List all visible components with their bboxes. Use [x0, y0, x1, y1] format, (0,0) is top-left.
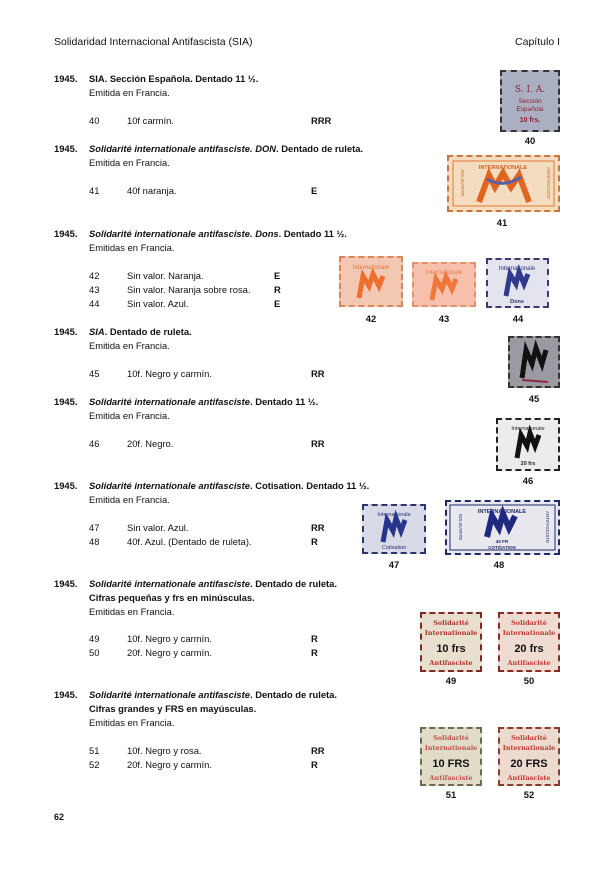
- rarity-code: R: [311, 647, 318, 658]
- stamp-48-text2: 40 FR: [495, 539, 509, 544]
- stamp-image-43: [412, 262, 476, 307]
- stamp-caption: 42: [365, 313, 377, 324]
- stamp-42-text1: Internationale: [352, 265, 390, 271]
- stamp-image-49: [420, 612, 482, 672]
- rarity-code: R: [311, 536, 318, 547]
- stamp-43-art: [414, 264, 474, 305]
- rarity-code: RR: [311, 368, 325, 379]
- rarity-code: E: [274, 270, 281, 281]
- stamp-caption: 43: [438, 313, 450, 324]
- stamp-image-52: [498, 727, 560, 786]
- stamp-41-text1: INTERNATIONALE: [478, 165, 528, 171]
- stamp-caption: 41: [496, 217, 508, 228]
- stamp-caption: 50: [523, 675, 535, 686]
- stamp-52-art: [500, 729, 558, 784]
- catalog-number: 45: [89, 368, 100, 379]
- catalog-number: 49: [89, 633, 100, 644]
- rarity-code: R: [311, 633, 318, 644]
- catalog-number: 41: [89, 185, 100, 196]
- section-subtitle: Emitida en Francia.: [89, 340, 170, 351]
- stamp-52-text1: Solidarité: [511, 734, 547, 742]
- stamp-50-text1: Solidarité: [511, 619, 547, 627]
- catalog-description: 20f. Negro.: [127, 438, 174, 449]
- stamp-50-text3: Antifasciste: [507, 659, 551, 667]
- section-year: 1945.: [54, 73, 78, 84]
- catalog-description: Sin valor. Azul.: [127, 522, 189, 533]
- section-title-line2: Cifras grandes y FRS en mayúsculas.: [89, 703, 257, 714]
- stamp-40-art: [502, 72, 558, 130]
- stamp-40-text3: Española: [516, 106, 544, 113]
- stamp-40-text2: Sección: [518, 98, 542, 105]
- stamp-50-text2: Internationale: [502, 629, 556, 637]
- stamp-51-art: [422, 729, 480, 784]
- catalog-description: 40f naranja.: [127, 185, 177, 196]
- section-title: Solidarité internationale antifasciste. Dentado de ruleta.: [89, 578, 337, 589]
- stamp-44-text1: Internationale: [498, 266, 536, 272]
- catalog-number: 40: [89, 115, 100, 126]
- section-subtitle: Emitidas en Francia.: [89, 242, 175, 253]
- rarity-code: RR: [311, 745, 325, 756]
- section-title: SIA. Dentado de ruleta.: [89, 326, 192, 337]
- section-year: 1945.: [54, 689, 78, 700]
- section-subtitle: Emitida en Francia.: [89, 410, 170, 421]
- section-year: 1945.: [54, 143, 78, 154]
- rarity-code: R: [274, 284, 281, 295]
- stamp-52-text3: Antifasciste: [507, 774, 551, 782]
- section-subtitle: Emitida en Francia.: [89, 494, 170, 505]
- stamp-49-text3: Antifasciste: [429, 659, 473, 667]
- stamp-image-48: [445, 500, 560, 555]
- section-subtitle: Emitidas en Francia.: [89, 717, 175, 728]
- section-subtitle: Emitidas en Francia.: [89, 606, 175, 617]
- section-subtitle: Emitida en Francia.: [89, 157, 170, 168]
- running-header-title: Solidaridad Internacional Antifascista (SIA): [54, 36, 253, 48]
- section-year: 1945.: [54, 578, 78, 589]
- stamp-48-text3: COTISATION: [488, 545, 516, 550]
- section-year: 1945.: [54, 228, 78, 239]
- stamp-51-text2: Internationale: [424, 744, 478, 752]
- section-year: 1945.: [54, 480, 78, 491]
- stamp-46-art: [498, 420, 558, 469]
- catalog-description: 10f. Negro y rosa.: [127, 745, 202, 756]
- stamp-51-text3: Antifasciste: [429, 774, 473, 782]
- catalog-description: 10f. Negro y carmín.: [127, 633, 212, 644]
- stamp-41-side-left: SOLIDARITE: [460, 169, 465, 197]
- section-year: 1945.: [54, 326, 78, 337]
- catalog-number: 47: [89, 522, 100, 533]
- stamp-52-text2: Internationale: [502, 744, 556, 752]
- rarity-code: E: [274, 298, 281, 309]
- stamp-caption: 52: [523, 789, 535, 800]
- stamp-50-art: [500, 614, 558, 670]
- rarity-code: R: [311, 759, 318, 770]
- stamp-46-text2: 20 frs: [520, 461, 536, 467]
- stamp-caption: 40: [524, 135, 536, 146]
- stamp-caption: 45: [528, 393, 540, 404]
- stamp-49-value: 10 frs: [436, 643, 466, 655]
- stamp-image-51: [420, 727, 482, 786]
- catalog-number: 52: [89, 759, 100, 770]
- catalog-number: 46: [89, 438, 100, 449]
- catalog-number: 42: [89, 270, 100, 281]
- stamp-image-50: [498, 612, 560, 672]
- stamp-44-art: [488, 260, 547, 306]
- stamp-50-value: 20 frs: [514, 643, 544, 655]
- running-header-chapter: Capítulo I: [515, 36, 560, 48]
- stamp-43-text1: Internationale: [425, 270, 463, 276]
- stamp-caption: 48: [493, 559, 505, 570]
- catalog-description: Sin valor. Naranja sobre rosa.: [127, 284, 251, 295]
- catalog-description: 20f. Negro y carmín.: [127, 759, 212, 770]
- catalog-description: Sin valor. Naranja.: [127, 270, 204, 281]
- stamp-44-text2: Dons: [510, 299, 524, 305]
- stamp-image-40: [500, 70, 560, 132]
- section-title: Solidarité internationale antifasciste. DON. Dentado de ruleta.: [89, 143, 364, 154]
- rarity-code: RRR: [311, 115, 332, 126]
- stamp-46-text1: Internationale: [511, 426, 545, 432]
- stamp-48-text1: INTERNATIONALE: [477, 509, 527, 515]
- stamp-49-art: [422, 614, 480, 670]
- stamp-image-47: [362, 504, 426, 554]
- stamp-caption: 44: [512, 313, 524, 324]
- section-title-line2: Cifras pequeñas y frs en minúsculas.: [89, 592, 255, 603]
- section-title: Solidarité internationale antifasciste. Dons. Dentado 11 ½.: [89, 228, 347, 239]
- stamp-41-art: [449, 157, 558, 210]
- stamp-image-42: [339, 256, 403, 307]
- catalog-description: Sin valor. Azul.: [127, 298, 189, 309]
- section-title: Solidarité internationale antifasciste. Dentado 11 ½.: [89, 396, 319, 407]
- section-title: Solidarité internationale antifasciste. Cotisation. Dentado 11 ½.: [89, 480, 370, 491]
- stamp-40-text1: S. I. A.: [514, 85, 546, 95]
- stamp-42-art: [341, 258, 401, 305]
- catalog-number: 50: [89, 647, 100, 658]
- section-title: Solidarité internationale antifasciste. Dentado de ruleta.: [89, 689, 337, 700]
- catalog-description: 10f. Negro y carmín.: [127, 368, 212, 379]
- catalog-description: 10f carmín.: [127, 115, 174, 126]
- stamp-49-text2: Internationale: [424, 629, 478, 637]
- catalog-description: 40f. Azul. (Dentado de ruleta).: [127, 536, 252, 547]
- catalog-description: 20f. Negro y carmín.: [127, 647, 212, 658]
- rarity-code: RR: [311, 438, 325, 449]
- stamp-image-45: [508, 336, 560, 388]
- stamp-47-text2: Cotisation: [381, 545, 407, 551]
- stamp-47-art: [364, 506, 424, 552]
- section-year: 1945.: [54, 396, 78, 407]
- stamp-image-44: [486, 258, 549, 308]
- rarity-code: E: [311, 185, 318, 196]
- catalog-number: 43: [89, 284, 100, 295]
- stamp-48-side-right: ANTIFASCISTE: [545, 510, 550, 544]
- page-number: 62: [54, 812, 65, 822]
- stamp-52-value: 20 FRS: [510, 758, 548, 770]
- stamp-45-art: [510, 338, 558, 386]
- section-subtitle: Emitida en Francia.: [89, 87, 170, 98]
- catalog-number: 51: [89, 745, 100, 756]
- catalog-number: 44: [89, 298, 100, 309]
- stamp-51-text1: Solidarité: [433, 734, 469, 742]
- stamp-image-46: [496, 418, 560, 471]
- catalog-number: 48: [89, 536, 100, 547]
- stamp-41-side-right: ANTIFASCISTE: [546, 166, 551, 200]
- rarity-code: RR: [311, 522, 325, 533]
- stamp-40-text4: 10 frs.: [519, 117, 541, 124]
- stamp-48-art: [447, 502, 558, 553]
- stamp-49-text1: Solidarité: [433, 619, 469, 627]
- stamp-image-41: [447, 155, 560, 212]
- stamp-caption: 49: [445, 675, 457, 686]
- stamp-caption: 47: [388, 559, 400, 570]
- stamp-caption: 51: [445, 789, 457, 800]
- stamp-51-value: 10 FRS: [432, 758, 470, 770]
- stamp-48-side-left: SOLIDARITE: [458, 513, 463, 541]
- stamp-caption: 46: [522, 475, 534, 486]
- section-title: SIA. Sección Española. Dentado 11 ½.: [89, 73, 259, 84]
- stamp-47-text1: Internationale: [377, 512, 411, 518]
